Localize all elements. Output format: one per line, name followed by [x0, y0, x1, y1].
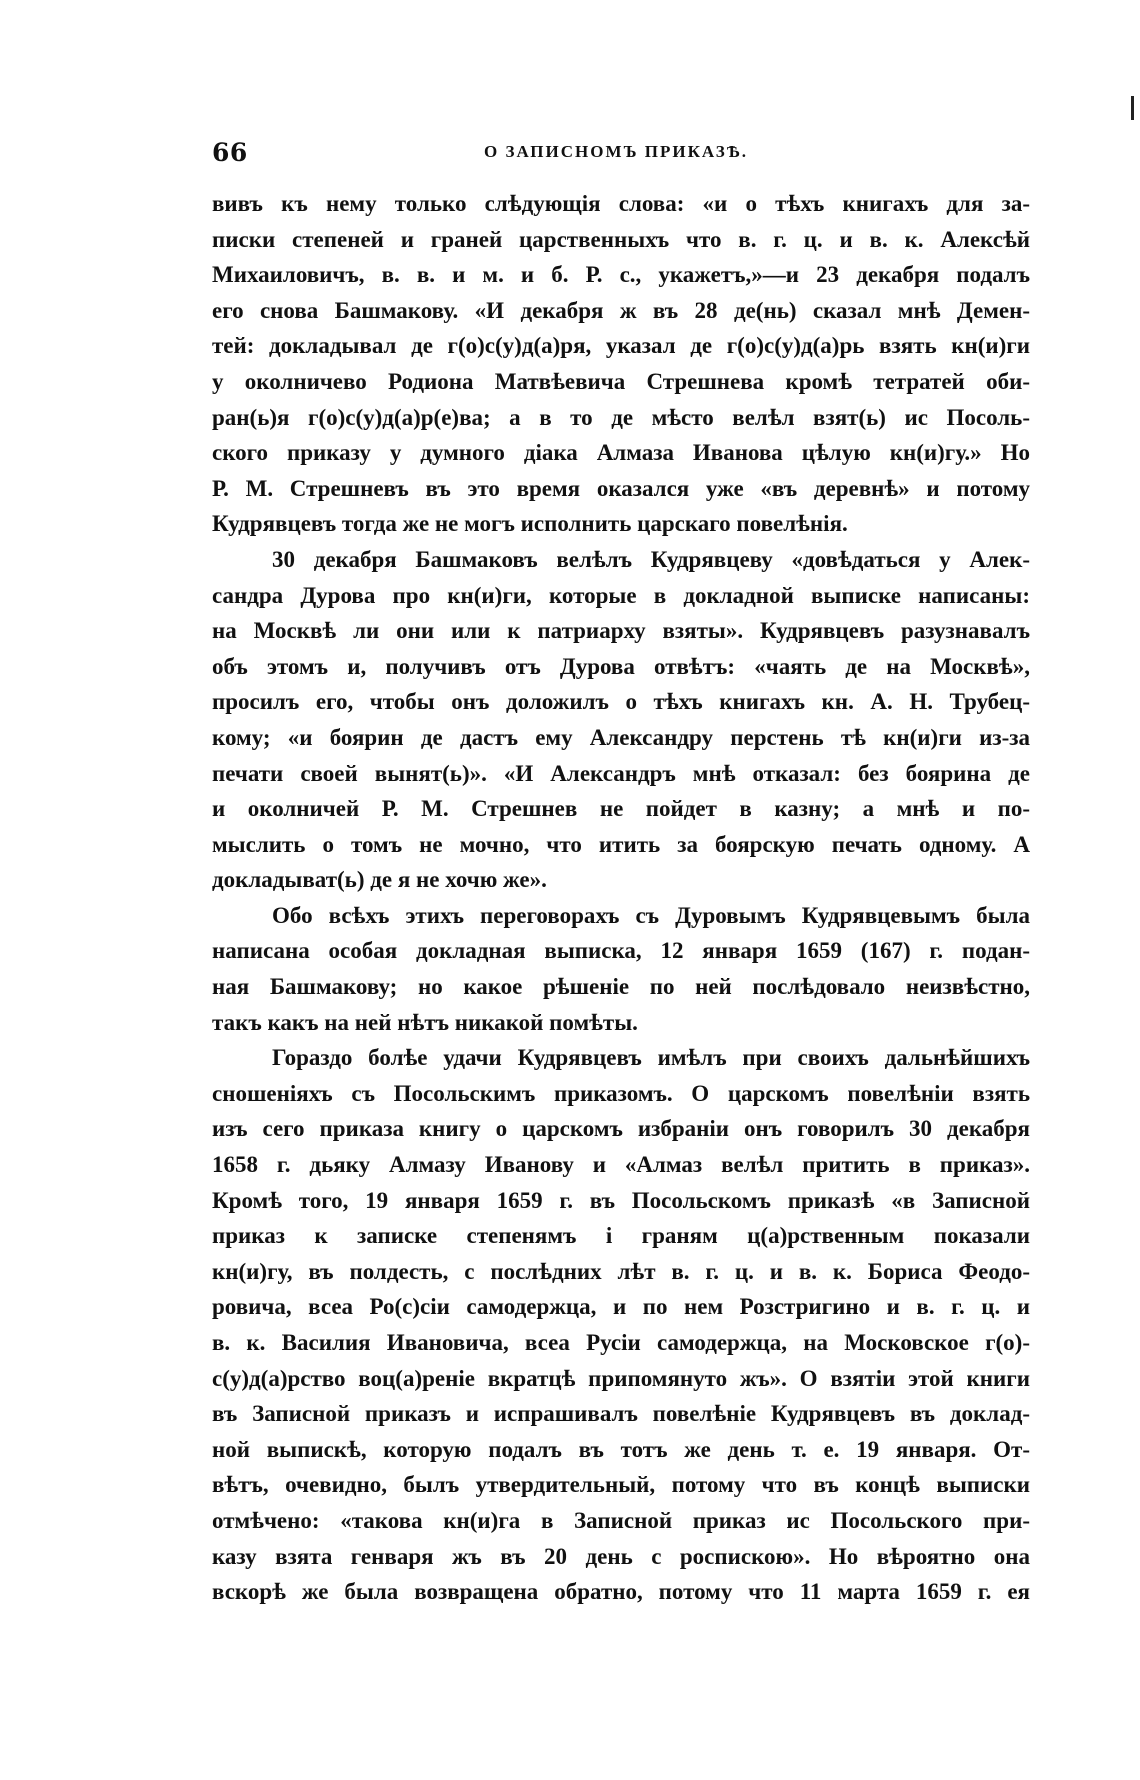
text-line: ского приказу у думного діака Алмаза Иванова цѣлую кн(и)гу.» Но: [212, 440, 1030, 466]
running-head: О ЗАПИСНОМЪ ПРИКАЗѢ.: [484, 142, 748, 161]
text-line: объ этомъ и, получивъ отъ Дурова отвѣтъ: «чаять де на Москвѣ»,: [212, 653, 1030, 679]
text-line: с(у)д(а)рство воц(а)реніе вкратцѣ припомянуто жъ». О взятіи этой книги: [212, 1365, 1030, 1391]
text-line: отмѣчено: «такова кн(и)га в Записной приказ ис Посольского при-: [212, 1507, 1030, 1533]
text-line: кн(и)гу, въ полдесть, с послѣдних лѣт в. г. ц. и в. к. Бориса Феодо-: [212, 1258, 1030, 1284]
text-line: и околничей Р. М. Стрешнев не пойдет в казну; а мнѣ и по-: [212, 796, 1030, 822]
text-line: ровича, всеа Ро(с)сіи самодержца, и по нем Розстригино и в. г. ц. и: [212, 1294, 1030, 1320]
text-line: приказ к записке степенямъ і граням ц(а)рственным показали: [212, 1223, 1030, 1249]
text-line: Кудрявцевъ тогда же не могъ исполнить царскаго повелѣнія.: [212, 511, 848, 537]
text-line: писки степеней и граней царственныхъ что в. г. ц. и в. к. Алексѣй: [212, 226, 1030, 252]
text-line: кому; «и боярин де дастъ ему Александру перстень тѣ кн(и)ги из-за: [212, 724, 1030, 750]
text-line: казу взята генваря жъ въ 20 день с роспискою». Но вѣроятно она: [212, 1543, 1030, 1569]
page-number: 66: [212, 138, 248, 167]
text-line: просилъ его, чтобы онъ доложилъ о тѣхъ книгахъ кн. А. Н. Трубец-: [212, 689, 1030, 715]
text-line: печати своей вынят(ь)». «И Александръ мнѣ отказал: без боярина де: [212, 760, 1030, 786]
text-line: докладыват(ь) де я не хочю же».: [212, 867, 547, 893]
text-line: в. к. Василия Ивановича, всеа Русіи самодержца, на Московское г(о)-: [212, 1330, 1030, 1355]
text-line: сандра Дурова про кн(и)ги, которые в докладной выписке написаны:: [212, 582, 1030, 608]
text-line: вѣтъ, очевидно, былъ утвердительный, потому что въ концѣ выписки: [212, 1472, 1030, 1498]
text-line: на Москвѣ ли они или к патриарху взяты». Кудрявцевъ разузнавалъ: [212, 618, 1030, 644]
paragraph-first-line: Гораздо болѣе удачи Кудрявцевъ имѣлъ при своихъ дальнѣйшихъ: [272, 1045, 1030, 1071]
text-line: тей: докладывал де г(о)с(у)д(а)ря, указал де г(о)с(у)д(а)рь взять кн(и)ги: [212, 333, 1030, 359]
text-line: изъ сего приказа книгу о царскомъ избраніи онъ говорилъ 30 декабря: [212, 1116, 1030, 1142]
text-line: у околничево Родиона Матвѣевича Стрешнева кромѣ тетратей оби-: [212, 368, 1030, 394]
paragraph-first-line: 30 декабря Башмаковъ велѣлъ Кудрявцеву «довѣдаться у Алек-: [272, 546, 1030, 572]
text-line: сношеніяхъ съ Посольскимъ приказомъ. О царскомъ повелѣніи взять: [212, 1080, 1030, 1106]
text-line: написана особая докладная выписка, 12 января 1659 (167) г. подан-: [212, 938, 1030, 964]
text-line: ран(ь)я г(о)с(у)д(а)р(е)ва; а в то де мѣсто велѣл взят(ь) ис Посоль-: [212, 404, 1030, 430]
page-edge-mark: [1131, 96, 1134, 120]
text-line: ной выпискѣ, которую подалъ въ тотъ же день т. е. 19 января. От-: [212, 1436, 1030, 1462]
text-line: Р. М. Стрешневъ въ это время оказался уже «въ деревнѣ» и потому: [212, 475, 1030, 501]
page-header: [212, 138, 1002, 170]
text-line: 1658 г. дьяку Алмазу Иванову и «Алмаз велѣл притить в приказ».: [212, 1152, 1030, 1178]
body-text: [212, 186, 1030, 1610]
text-line: Кромѣ того, 19 января 1659 г. въ Посольскомъ приказѣ «в Записной: [212, 1187, 1030, 1213]
text-line: вивъ къ нему только слѣдующія слова: «и о тѣхъ книгахъ для за-: [212, 191, 1030, 216]
paragraph-first-line: Обо всѣхъ этихъ переговорахъ съ Дуровымъ Кудрявцевымъ была: [272, 902, 1030, 928]
text-line: Михаиловичъ, в. в. и м. и б. Р. с., укажетъ,»—и 23 декабря подалъ: [212, 262, 1030, 288]
text-line: такъ какъ на ней нѣтъ никакой помѣты.: [212, 1009, 638, 1035]
text-line: вскорѣ же была возвращена обратно, потому что 11 марта 1659 г. ея: [212, 1579, 1030, 1605]
text-line: его снова Башмакову. «И декабря ж въ 28 де(нь) сказал мнѣ Демен-: [212, 297, 1030, 323]
text-line: ная Башмакову; но какое рѣшеніе по ней послѣдовало неизвѣстно,: [212, 974, 1030, 1000]
text-line: мыслить о томъ не мочно, что итить за боярскую печать одному. А: [212, 831, 1030, 857]
text-line: въ Записной приказъ и испрашивалъ повелѣніе Кудрявцевъ въ доклад-: [212, 1401, 1030, 1427]
